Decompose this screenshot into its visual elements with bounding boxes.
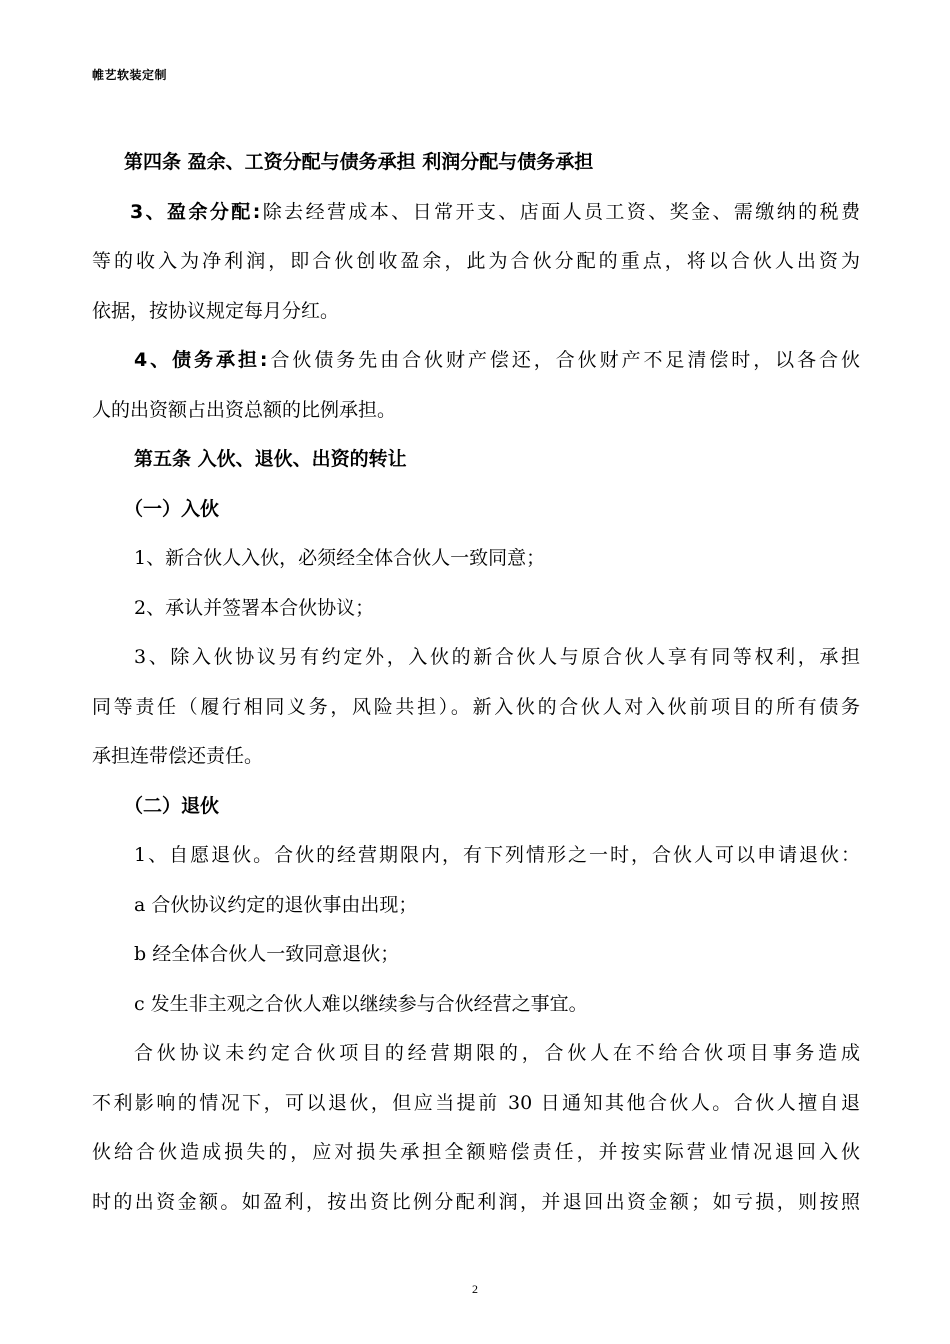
surplus-paragraph-line-1 <box>92 192 860 242</box>
withdraw-paragraph-line-4: 时的出资金额。如盈利，按出资比例分配利润，并退回出资金额；如亏损，则按照 <box>92 1190 860 1213</box>
debt-label: 4、债务承担 <box>134 349 260 371</box>
join-item-2: 2、承认并签署本合伙协议； <box>134 596 375 619</box>
withdraw-item-1: 1、自愿退伙。合伙的经营期限内，有下列情形之一时，合伙人可以申请退伙： <box>134 844 860 866</box>
join-heading: （一）入伙 <box>124 497 220 520</box>
withdraw-item-b: b 经全体合伙人一致同意退伙； <box>134 943 400 965</box>
surplus-label: 3、盈余分配 <box>130 200 253 223</box>
document-body <box>92 142 860 1231</box>
page-number: 2 <box>472 1282 478 1296</box>
join-item-3-line-3: 承担连带偿还责任。 <box>92 745 264 767</box>
join-item-1: 1、新合伙人入伙，必须经全体合伙人一致同意； <box>134 547 546 569</box>
withdraw-item-c: c 发生非主观之合伙人难以继续参与合伙经营之事宜。 <box>134 992 588 1015</box>
debt-paragraph-line-2: 人的出资额占出资总额的比例承担。 <box>92 398 397 421</box>
surplus-paragraph-line-3: 依据，按协议规定每月分红。 <box>92 299 340 322</box>
join-item-3-line-1: 3、除入伙协议另有约定外，入伙的新合伙人与原合伙人享有同等权利，承担 <box>134 646 860 668</box>
withdraw-item-a: a 合伙协议约定的退伙事由出现； <box>134 893 418 916</box>
join-item-3-line-2: 同等责任（履行相同义务，风险共担）。新入伙的合伙人对入伙前项目的所有债务 <box>92 695 860 718</box>
article-4-title: 第四条 盈余、工资分配与债务承担 利润分配与债务承担 <box>124 151 594 173</box>
withdraw-paragraph-line-2: 不利影响的情况下，可以退伙，但应当提前 30 日通知其他合伙人。合伙人擅自退 <box>92 1091 860 1114</box>
debt-colon: : <box>259 349 268 371</box>
debt-text: 合伙债务先由合伙财产偿还，合伙财产不足清偿时，以各合伙 <box>267 349 860 371</box>
page-header: 帷艺软装定制 <box>92 68 168 82</box>
debt-paragraph-line-1 <box>92 340 860 390</box>
surplus-text: 除去经营成本、日常开支、店面人员工资、奖金、需缴纳的税费 <box>260 200 860 223</box>
withdraw-paragraph-line-3: 伙给合伙造成损失的，应对损失承担全额赔偿责任，并按实际营业情况退回入伙 <box>92 1141 860 1163</box>
article-5-title: 第五条 入伙、退伙、出资的转让 <box>134 448 407 470</box>
withdraw-heading: （二）退伙 <box>124 794 220 817</box>
withdraw-paragraph-line-1: 合伙协议未约定合伙项目的经营期限的，合伙人在不给合伙项目事务造成 <box>134 1042 860 1064</box>
surplus-paragraph-line-2: 等的收入为净利润，即合伙创收盈余，此为合伙分配的重点，将以合伙人出资为 <box>92 250 860 272</box>
surplus-colon: : <box>252 200 261 223</box>
